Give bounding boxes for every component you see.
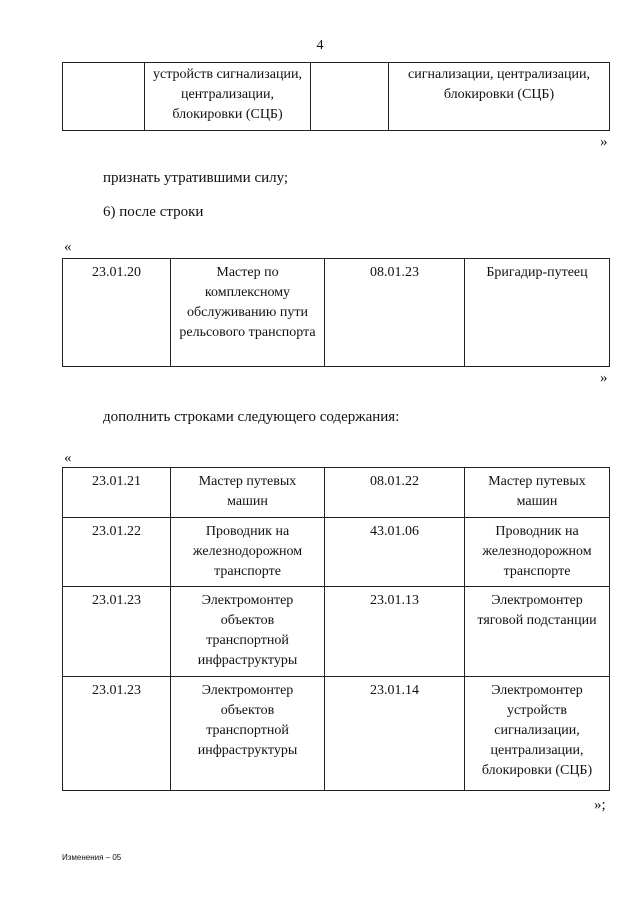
close-quote: » xyxy=(600,134,608,150)
table-cell: Электромонтер объектов транспортной инфраструктуры xyxy=(171,677,325,791)
table-cell: 43.01.06 xyxy=(325,518,465,587)
page-number: 4 xyxy=(316,38,324,53)
paragraph: 6) после строки xyxy=(103,204,204,220)
table-cell: Электромонтер объектов транспортной инфраструктуры xyxy=(171,587,325,677)
open-quote: « xyxy=(64,450,72,466)
table-cell: 08.01.22 xyxy=(325,468,465,518)
table-cell: 23.01.23 xyxy=(63,677,171,791)
close-quote: » xyxy=(600,370,608,386)
table-cell xyxy=(63,63,145,131)
table-cell: 23.01.14 xyxy=(325,677,465,791)
table-row xyxy=(63,677,610,791)
table-cell: 23.01.22 xyxy=(63,518,171,587)
table-row xyxy=(63,468,610,518)
table-row xyxy=(63,518,610,587)
middle-table xyxy=(62,258,610,367)
top-table xyxy=(62,62,610,131)
footer-text: Изменения – 05 xyxy=(62,853,122,862)
table-cell: Проводник на железнодорожном транспорте xyxy=(171,518,325,587)
table-cell: 23.01.20 xyxy=(63,259,171,367)
paragraph: признать утратившими силу; xyxy=(103,170,289,186)
table-cell: сигнализации, централизации, блокировки (СЦБ) xyxy=(389,63,610,131)
table-cell: Электромонтер устройств сигнализации, централизации, блокировки (СЦБ) xyxy=(465,677,610,791)
table-cell: Проводник на железнодорожном транспорте xyxy=(465,518,610,587)
table-cell: 08.01.23 xyxy=(325,259,465,367)
close-quote: »; xyxy=(594,797,606,813)
table-cell: Мастер путевых машин xyxy=(465,468,610,518)
table-cell xyxy=(311,63,389,131)
table-cell: устройств сигнализации, централизации, блокировки (СЦБ) xyxy=(145,63,311,131)
table-row xyxy=(63,259,610,367)
bottom-table xyxy=(62,467,610,791)
table-row xyxy=(63,63,610,131)
table-cell: 23.01.23 xyxy=(63,587,171,677)
table-cell: Мастер по комплексному обслуживанию пути рельсового транспорта xyxy=(171,259,325,367)
open-quote: « xyxy=(64,239,72,255)
table-cell: Мастер путевых машин xyxy=(171,468,325,518)
table-row xyxy=(63,587,610,677)
table-cell: Электромонтер тяговой подстанции xyxy=(465,587,610,677)
paragraph: дополнить строками следующего содержания: xyxy=(103,409,400,425)
table-cell: 23.01.21 xyxy=(63,468,171,518)
table-cell: Бригадир-путеец xyxy=(465,259,610,367)
table-cell: 23.01.13 xyxy=(325,587,465,677)
